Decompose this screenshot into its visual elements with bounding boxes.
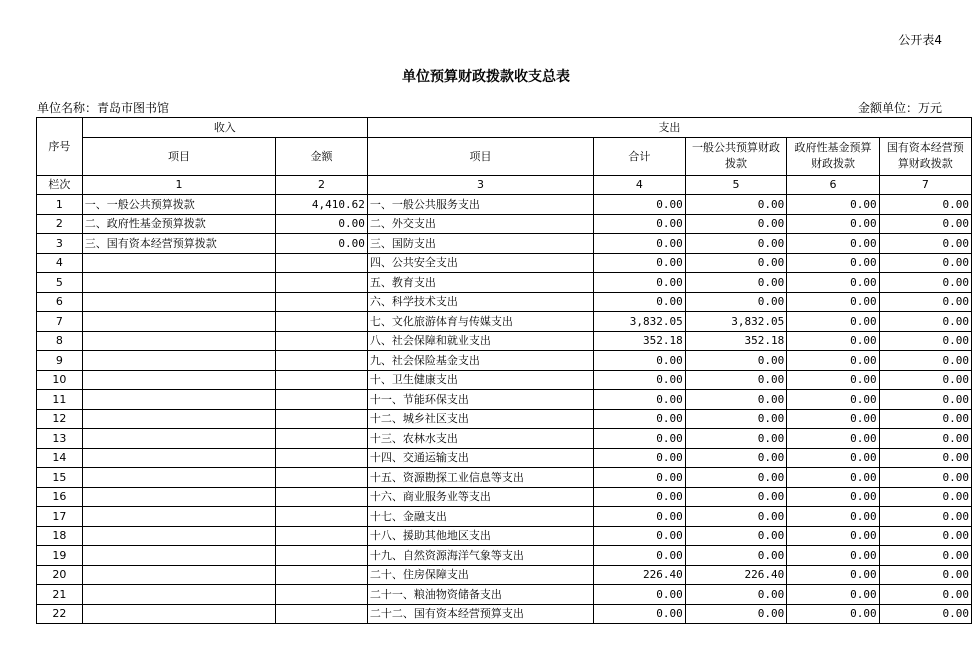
row-seq: 10: [37, 370, 83, 390]
expense-total: 0.00: [594, 214, 686, 234]
capital-budget-amount: 0.00: [879, 292, 971, 312]
expense-item: 五、教育支出: [367, 273, 593, 293]
header-capital-budget: 国有资本经营预算财政拨款: [879, 137, 971, 175]
expense-item: 七、文化旅游体育与传媒支出: [367, 312, 593, 332]
income-item: [82, 585, 275, 605]
header-general-budget: 一般公共预算财政拨款: [685, 137, 787, 175]
row-seq: 22: [37, 604, 83, 624]
header-expense: 支出: [367, 118, 971, 138]
capital-budget-amount: 0.00: [879, 429, 971, 449]
col-number-5: 5: [685, 175, 787, 195]
row-seq: 1: [37, 195, 83, 215]
capital-budget-amount: 0.00: [879, 448, 971, 468]
table-row: [37, 292, 972, 312]
income-amount: [276, 351, 368, 371]
fund-budget-amount: 0.00: [787, 565, 879, 585]
row-seq: 9: [37, 351, 83, 371]
general-budget-amount: 0.00: [685, 507, 787, 527]
income-item: [82, 312, 275, 332]
income-item: [82, 526, 275, 546]
expense-item: 六、科学技术支出: [367, 292, 593, 312]
expense-total: 0.00: [594, 507, 686, 527]
expense-item: 十四、交通运输支出: [367, 448, 593, 468]
expense-total: 0.00: [594, 487, 686, 507]
expense-total: 0.00: [594, 448, 686, 468]
general-budget-amount: 0.00: [685, 409, 787, 429]
table-row: [37, 370, 972, 390]
row-seq: 20: [37, 565, 83, 585]
capital-budget-amount: 0.00: [879, 351, 971, 371]
expense-item: 十六、商业服务业等支出: [367, 487, 593, 507]
income-item: [82, 409, 275, 429]
general-budget-amount: 0.00: [685, 468, 787, 488]
income-item: [82, 604, 275, 624]
fund-budget-amount: 0.00: [787, 390, 879, 410]
capital-budget-amount: 0.00: [879, 507, 971, 527]
table-row: [37, 585, 972, 605]
fund-budget-amount: 0.00: [787, 604, 879, 624]
general-budget-amount: 226.40: [685, 565, 787, 585]
expense-item: 二十二、国有资本经营预算支出: [367, 604, 593, 624]
capital-budget-amount: 0.00: [879, 526, 971, 546]
income-amount: [276, 604, 368, 624]
expense-item: 十、卫生健康支出: [367, 370, 593, 390]
row-seq: 13: [37, 429, 83, 449]
expense-total: 0.00: [594, 409, 686, 429]
expense-item: 二、外交支出: [367, 214, 593, 234]
general-budget-amount: 0.00: [685, 273, 787, 293]
income-amount: [276, 273, 368, 293]
row-seq: 2: [37, 214, 83, 234]
expense-item: 十七、金融支出: [367, 507, 593, 527]
table-row: [37, 253, 972, 273]
income-amount: 4,410.62: [276, 195, 368, 215]
expense-total: 0.00: [594, 468, 686, 488]
header-income-amount: 金额: [276, 137, 368, 175]
row-seq: 21: [37, 585, 83, 605]
fund-budget-amount: 0.00: [787, 429, 879, 449]
expense-item: 十二、城乡社区支出: [367, 409, 593, 429]
income-item: 一、一般公共预算拨款: [82, 195, 275, 215]
income-amount: [276, 507, 368, 527]
header-seq: 序号: [37, 118, 83, 176]
income-amount: [276, 526, 368, 546]
capital-budget-amount: 0.00: [879, 468, 971, 488]
expense-total: 0.00: [594, 429, 686, 449]
income-item: [82, 370, 275, 390]
table-row: [37, 273, 972, 293]
fund-budget-amount: 0.00: [787, 526, 879, 546]
capital-budget-amount: 0.00: [879, 546, 971, 566]
capital-budget-amount: 0.00: [879, 390, 971, 410]
capital-budget-amount: 0.00: [879, 585, 971, 605]
table-row: [37, 409, 972, 429]
table-row: [37, 331, 972, 351]
income-item: [82, 331, 275, 351]
capital-budget-amount: 0.00: [879, 195, 971, 215]
income-item: [82, 253, 275, 273]
capital-budget-amount: 0.00: [879, 312, 971, 332]
expense-total: 0.00: [594, 234, 686, 254]
row-seq: 5: [37, 273, 83, 293]
expense-item: 十五、资源勘探工业信息等支出: [367, 468, 593, 488]
col-number-4: 4: [594, 175, 686, 195]
table-row: [37, 429, 972, 449]
table-row: [37, 604, 972, 624]
fund-budget-amount: 0.00: [787, 585, 879, 605]
page-title: 单位预算财政拨款收支总表: [402, 69, 570, 85]
general-budget-amount: 0.00: [685, 195, 787, 215]
general-budget-amount: 0.00: [685, 546, 787, 566]
row-seq: 17: [37, 507, 83, 527]
row-seq: 18: [37, 526, 83, 546]
row-seq: 6: [37, 292, 83, 312]
income-amount: [276, 409, 368, 429]
table-row: [37, 468, 972, 488]
income-amount: [276, 370, 368, 390]
income-item: [82, 565, 275, 585]
general-budget-amount: 0.00: [685, 390, 787, 410]
expense-total: 0.00: [594, 604, 686, 624]
expense-total: 0.00: [594, 546, 686, 566]
fund-budget-amount: 0.00: [787, 234, 879, 254]
income-item: [82, 429, 275, 449]
col-number-6: 6: [787, 175, 879, 195]
fund-budget-amount: 0.00: [787, 370, 879, 390]
general-budget-amount: 0.00: [685, 487, 787, 507]
income-amount: [276, 429, 368, 449]
table-row: [37, 565, 972, 585]
fund-budget-amount: 0.00: [787, 468, 879, 488]
fund-budget-amount: 0.00: [787, 351, 879, 371]
expense-item: 三、国防支出: [367, 234, 593, 254]
table-row: [37, 390, 972, 410]
expense-item: 十八、援助其他地区支出: [367, 526, 593, 546]
expense-item: 十一、节能环保支出: [367, 390, 593, 410]
general-budget-amount: 0.00: [685, 585, 787, 605]
income-amount: [276, 487, 368, 507]
fund-budget-amount: 0.00: [787, 331, 879, 351]
income-item: [82, 448, 275, 468]
col-number-1: 1: [82, 175, 275, 195]
row-seq: 15: [37, 468, 83, 488]
form-number: 公开表4: [898, 33, 942, 47]
income-item: [82, 546, 275, 566]
income-amount: [276, 546, 368, 566]
table-row: [37, 312, 972, 332]
income-item: [82, 468, 275, 488]
expense-item: 八、社会保障和就业支出: [367, 331, 593, 351]
fund-budget-amount: 0.00: [787, 273, 879, 293]
income-item: [82, 390, 275, 410]
expense-total: 0.00: [594, 585, 686, 605]
income-amount: 0.00: [276, 234, 368, 254]
header-total: 合计: [594, 137, 686, 175]
fund-budget-amount: 0.00: [787, 312, 879, 332]
capital-budget-amount: 0.00: [879, 565, 971, 585]
income-item: [82, 351, 275, 371]
general-budget-amount: 0.00: [685, 214, 787, 234]
expense-item: 九、社会保险基金支出: [367, 351, 593, 371]
table-row: [37, 234, 972, 254]
general-budget-amount: 3,832.05: [685, 312, 787, 332]
row-seq: 3: [37, 234, 83, 254]
income-item: 二、政府性基金预算拨款: [82, 214, 275, 234]
income-amount: [276, 585, 368, 605]
capital-budget-amount: 0.00: [879, 370, 971, 390]
income-amount: [276, 468, 368, 488]
header-income-item: 项目: [82, 137, 275, 175]
row-seq: 19: [37, 546, 83, 566]
income-amount: [276, 253, 368, 273]
income-amount: [276, 331, 368, 351]
general-budget-amount: 0.00: [685, 253, 787, 273]
row-seq: 11: [37, 390, 83, 410]
general-budget-amount: 352.18: [685, 331, 787, 351]
col-number-label: 栏次: [37, 175, 83, 195]
expense-total: 3,832.05: [594, 312, 686, 332]
expense-item: 四、公共安全支出: [367, 253, 593, 273]
income-item: 三、国有资本经营预算拨款: [82, 234, 275, 254]
expense-total: 0.00: [594, 390, 686, 410]
capital-budget-amount: 0.00: [879, 409, 971, 429]
income-amount: 0.00: [276, 214, 368, 234]
table-row: [37, 448, 972, 468]
amount-unit: 金额单位：万元: [857, 101, 942, 115]
income-amount: [276, 565, 368, 585]
unit-name: 单位名称：青岛市图书馆: [37, 101, 170, 115]
fund-budget-amount: 0.00: [787, 507, 879, 527]
table-row: [37, 351, 972, 371]
expense-total: 0.00: [594, 195, 686, 215]
expense-item: 二十一、粮油物资储备支出: [367, 585, 593, 605]
row-seq: 12: [37, 409, 83, 429]
col-number-3: 3: [367, 175, 593, 195]
fund-budget-amount: 0.00: [787, 448, 879, 468]
capital-budget-amount: 0.00: [879, 273, 971, 293]
capital-budget-amount: 0.00: [879, 604, 971, 624]
expense-total: 0.00: [594, 370, 686, 390]
row-seq: 16: [37, 487, 83, 507]
expense-total: 0.00: [594, 351, 686, 371]
table-row: [37, 487, 972, 507]
income-item: [82, 273, 275, 293]
income-item: [82, 487, 275, 507]
income-item: [82, 292, 275, 312]
col-number-2: 2: [276, 175, 368, 195]
expense-total: 352.18: [594, 331, 686, 351]
header-fund-budget: 政府性基金预算财政拨款: [787, 137, 879, 175]
row-seq: 14: [37, 448, 83, 468]
expense-total: 0.00: [594, 292, 686, 312]
general-budget-amount: 0.00: [685, 604, 787, 624]
income-amount: [276, 312, 368, 332]
expense-total: 226.40: [594, 565, 686, 585]
general-budget-amount: 0.00: [685, 234, 787, 254]
header-income: 收入: [82, 118, 367, 138]
budget-table: [36, 117, 972, 624]
table-row: [37, 526, 972, 546]
expense-item: 十三、农林水支出: [367, 429, 593, 449]
general-budget-amount: 0.00: [685, 351, 787, 371]
col-number-7: 7: [879, 175, 971, 195]
expense-total: 0.00: [594, 253, 686, 273]
table-row: [37, 214, 972, 234]
row-seq: 4: [37, 253, 83, 273]
table-row: [37, 507, 972, 527]
general-budget-amount: 0.00: [685, 526, 787, 546]
fund-budget-amount: 0.00: [787, 253, 879, 273]
table-row: [37, 546, 972, 566]
expense-item: 二十、住房保障支出: [367, 565, 593, 585]
fund-budget-amount: 0.00: [787, 546, 879, 566]
capital-budget-amount: 0.00: [879, 234, 971, 254]
expense-item: 十九、自然资源海洋气象等支出: [367, 546, 593, 566]
income-item: [82, 507, 275, 527]
income-amount: [276, 390, 368, 410]
income-amount: [276, 448, 368, 468]
capital-budget-amount: 0.00: [879, 214, 971, 234]
fund-budget-amount: 0.00: [787, 409, 879, 429]
header-expense-item: 项目: [367, 137, 593, 175]
expense-total: 0.00: [594, 526, 686, 546]
general-budget-amount: 0.00: [685, 429, 787, 449]
general-budget-amount: 0.00: [685, 292, 787, 312]
fund-budget-amount: 0.00: [787, 292, 879, 312]
capital-budget-amount: 0.00: [879, 331, 971, 351]
expense-total: 0.00: [594, 273, 686, 293]
general-budget-amount: 0.00: [685, 448, 787, 468]
expense-item: 一、一般公共服务支出: [367, 195, 593, 215]
capital-budget-amount: 0.00: [879, 487, 971, 507]
table-row: [37, 195, 972, 215]
fund-budget-amount: 0.00: [787, 487, 879, 507]
fund-budget-amount: 0.00: [787, 195, 879, 215]
row-seq: 8: [37, 331, 83, 351]
general-budget-amount: 0.00: [685, 370, 787, 390]
capital-budget-amount: 0.00: [879, 253, 971, 273]
fund-budget-amount: 0.00: [787, 214, 879, 234]
income-amount: [276, 292, 368, 312]
row-seq: 7: [37, 312, 83, 332]
